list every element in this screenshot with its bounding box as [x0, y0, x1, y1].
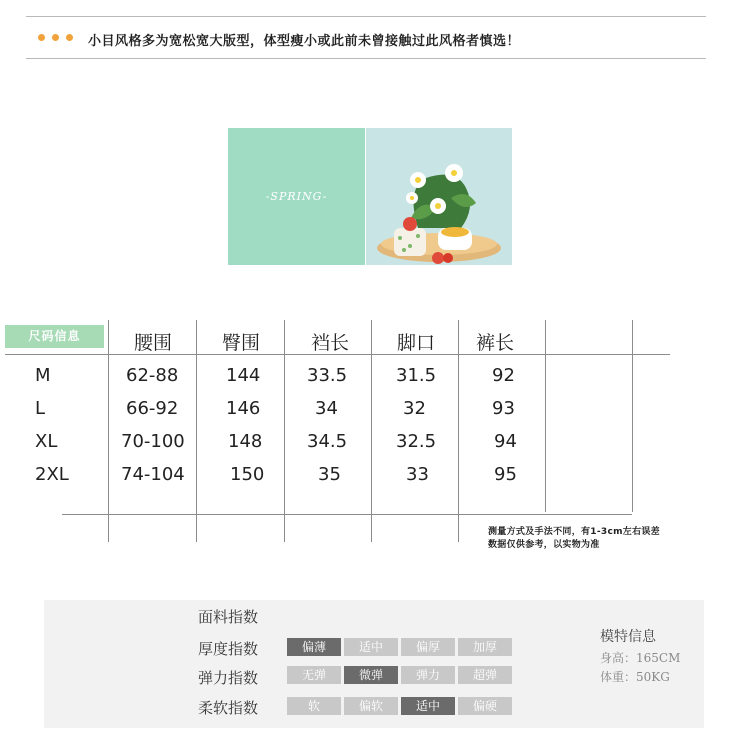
header-hip: 臀围: [222, 332, 261, 354]
header-leg-opening: 脚口: [397, 332, 436, 354]
table-cell: 34: [315, 398, 338, 419]
table-cell: 74-104: [121, 464, 185, 485]
thickness-option-thin: 偏薄: [287, 638, 341, 656]
size-label: XL: [35, 431, 58, 452]
size-info-tag: 尺码信息: [5, 325, 104, 348]
table-cell: 148: [228, 431, 263, 452]
softness-option-stiff: 偏硬: [458, 697, 512, 715]
thickness-option-extra-thick: 加厚: [458, 638, 512, 656]
size-label: 2XL: [35, 464, 69, 485]
softness-option-soft: 软: [287, 697, 341, 715]
table-cell: 32.5: [396, 431, 437, 452]
table-cell: 33.5: [307, 365, 348, 386]
elasticity-option-elastic: 弹力: [401, 666, 455, 684]
reference-note: 数据仅供参考，以实物为准: [488, 540, 600, 550]
model-weight: 体重：50KG: [600, 670, 670, 684]
table-col-divider: [545, 320, 546, 512]
header-rise: 裆长: [311, 332, 350, 354]
spring-banner-panel: [228, 128, 365, 265]
elasticity-option-super: 超弹: [458, 666, 512, 684]
table-cell: 94: [494, 431, 517, 452]
table-cell: 146: [226, 398, 261, 419]
table-cell: 92: [492, 365, 515, 386]
table-cell: 34.5: [307, 431, 348, 452]
header-waist: 腰围: [134, 332, 173, 354]
size-label: L: [35, 398, 46, 419]
style-notice: 小目风格多为宽松宽大版型，体型瘦小或此前未曾接触过此风格者慎选！: [88, 34, 521, 49]
table-cell: 32: [403, 398, 426, 419]
header-length: 裤长: [476, 332, 515, 354]
elasticity-label: 弹力指数: [198, 669, 259, 687]
daisy-cups-icon: [366, 128, 512, 265]
softness-option-medium: 适中: [401, 697, 455, 715]
table-cell: 35: [318, 464, 341, 485]
table-col-divider: [108, 320, 109, 542]
fabric-index-title: 面料指数: [198, 608, 259, 626]
thickness-option-medium: 适中: [344, 638, 398, 656]
elasticity-option-none: 无弹: [287, 666, 341, 684]
table-col-divider: [371, 320, 372, 542]
model-height: 身高：165CM: [600, 651, 681, 665]
softness-option-fairly-soft: 偏软: [344, 697, 398, 715]
table-cell: 31.5: [396, 365, 437, 386]
table-cell: 66-92: [126, 398, 179, 419]
table-col-divider: [284, 320, 285, 542]
table-cell: 70-100: [121, 431, 185, 452]
table-bottom-line: [62, 514, 632, 515]
measurement-note: 测量方式及手法不同，有1-3cm左右误差: [488, 527, 660, 537]
top-divider: [26, 16, 706, 17]
table-cell: 95: [494, 464, 517, 485]
elasticity-option-slight: 微弹: [344, 666, 398, 684]
softness-label: 柔软指数: [198, 699, 259, 717]
table-cell: 62-88: [126, 365, 179, 386]
thickness-option-thick: 偏厚: [401, 638, 455, 656]
flower-illustration: [366, 128, 512, 265]
size-label: M: [35, 365, 51, 386]
spring-text: -SPRING-: [265, 190, 328, 203]
table-col-divider: [196, 320, 197, 542]
table-cell: 144: [226, 365, 261, 386]
thickness-label: 厚度指数: [198, 640, 259, 658]
table-col-divider: [632, 320, 633, 512]
model-info-title: 模特信息: [600, 629, 656, 645]
table-col-divider: [458, 320, 459, 542]
table-cell: 93: [492, 398, 515, 419]
table-cell: 33: [406, 464, 429, 485]
bullet-dots-icon: [38, 34, 73, 41]
table-cell: 150: [230, 464, 265, 485]
header-bottom-divider: [26, 58, 706, 59]
